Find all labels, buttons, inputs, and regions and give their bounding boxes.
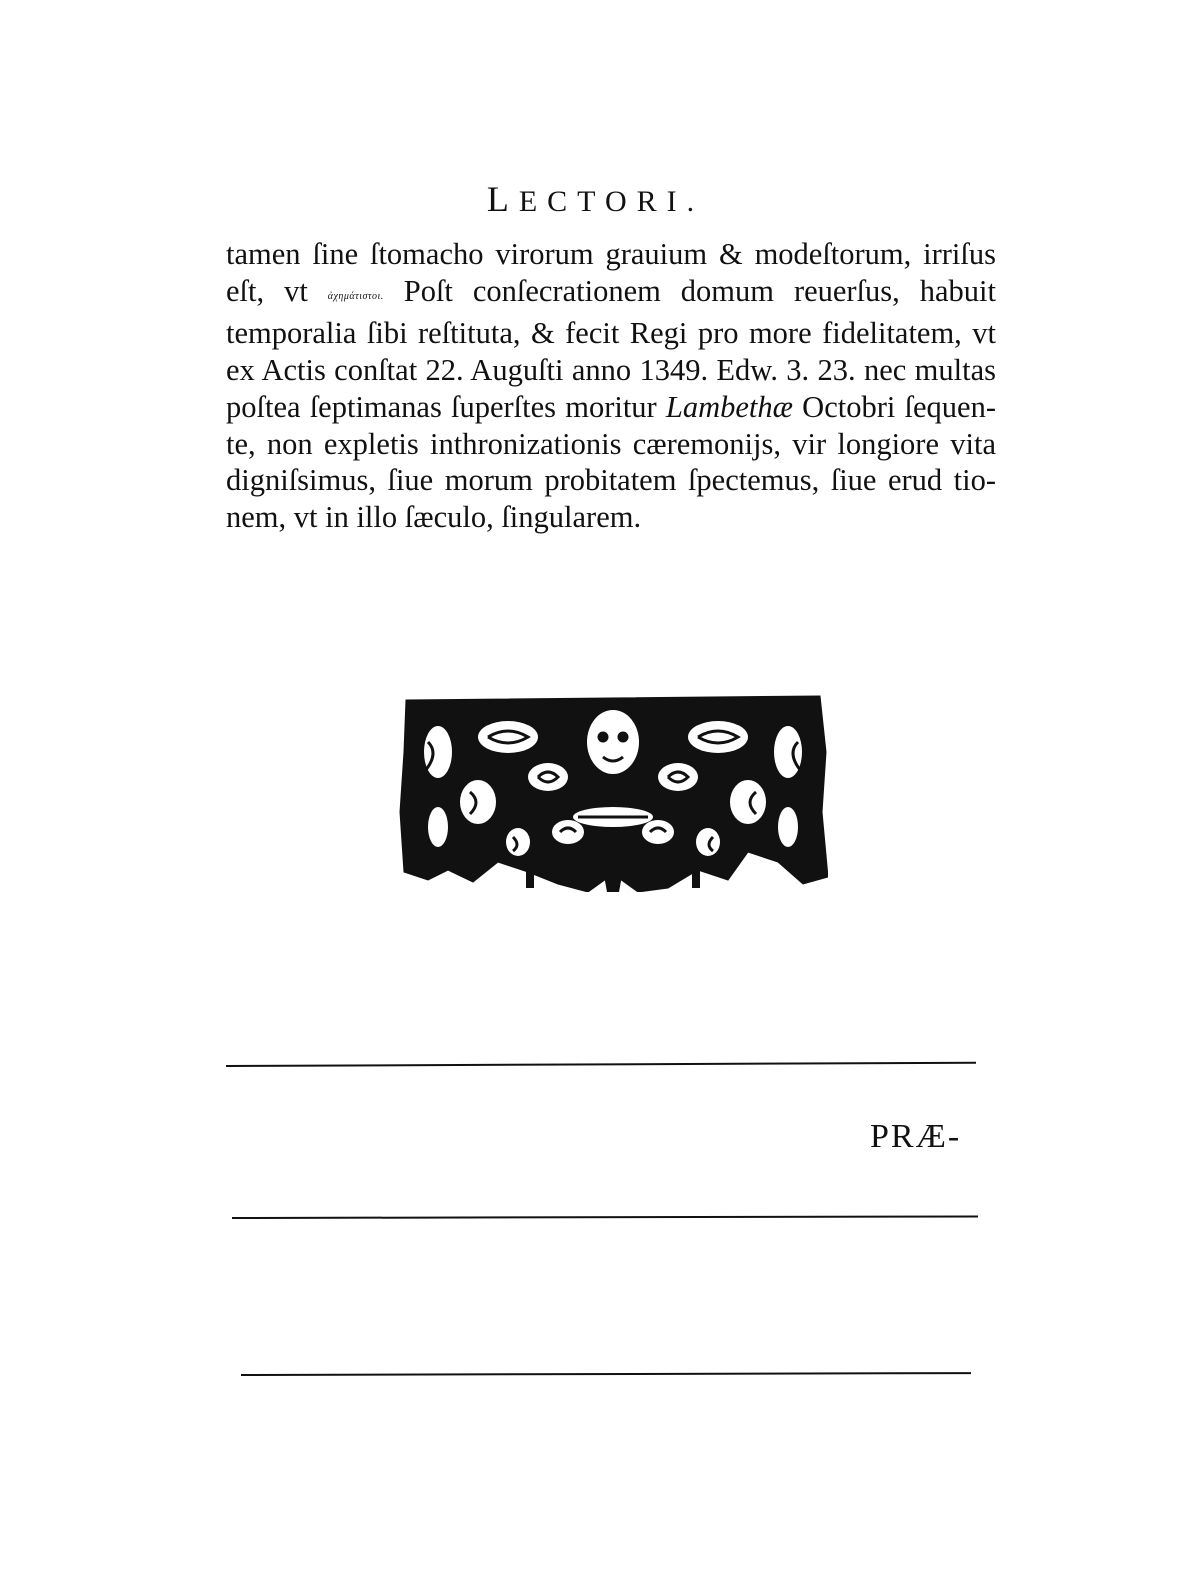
woodcut-headpiece-ornament-icon (398, 692, 828, 892)
text-line-6: te, non expletis inthronizationis cæremonijs, vir longiore vita (226, 426, 996, 461)
text-line-3: temporalia ſibi reſtituta, & fecit Regi pro more fidelitatem, vt (226, 316, 996, 351)
running-head-rest: ECTORI. (518, 185, 705, 218)
text-line-1: tamen ſine ſtomacho virorum grauium & modeſtorum, irriſus (226, 237, 996, 271)
running-head (0, 178, 1191, 220)
body-paragraph (226, 236, 996, 536)
italic-place-name: Lambethæ (665, 389, 793, 424)
horizontal-rule-2 (232, 1215, 978, 1219)
running-head-initial: L (486, 179, 519, 219)
catchword: PRÆ- (870, 1118, 962, 1155)
text-line-2-end: Poſt conſecrationem domum reuerſus, habuit (383, 273, 996, 308)
text-line-5-end: Octobri ſequen- (793, 389, 996, 424)
greek-word: ἀχημάτιστοι. (327, 290, 384, 302)
text-line-4: ex Actis conſtat 22. Auguſti anno 1349. Edw. 3. 23. nec multas (226, 353, 996, 388)
text-line-7: digniſsimus, ſiue morum probitatem ſpectemus, ſiue erud tio- (226, 463, 996, 498)
horizontal-rule-1 (226, 1062, 976, 1067)
text-line-5 (226, 389, 996, 426)
horizontal-rule-3 (241, 1372, 971, 1376)
text-line-2-start: eſt, vt (226, 273, 328, 308)
text-line-8: nem, vt in illo ſæculo, ſingularem. (226, 499, 642, 534)
text-line-2 (226, 273, 996, 316)
text-line-5-start: poſtea ſeptimanas ſuperſtes moritur (226, 389, 666, 424)
